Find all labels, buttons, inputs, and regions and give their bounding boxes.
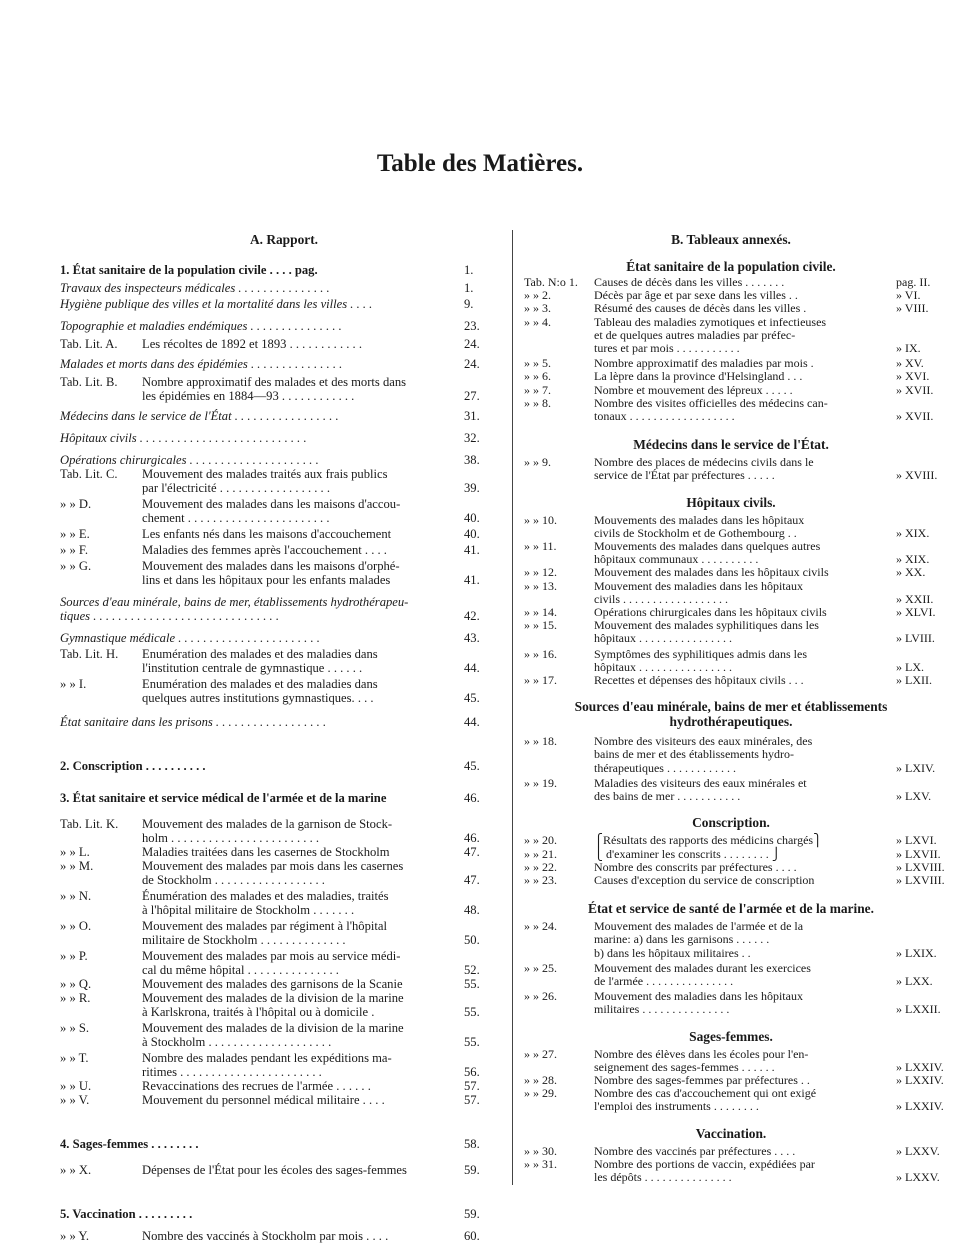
toc-page-number: 45. — [464, 759, 480, 773]
toc-label: » » R. — [60, 991, 91, 1005]
toc-entry — [524, 846, 941, 861]
toc-label: » » 3. — [524, 301, 551, 316]
toc-page-number: » LXIX. — [896, 945, 937, 960]
column-divider — [512, 230, 513, 1185]
toc-text: Nombre des visites officielles des médecins can- tonaux . . . . . . . . . . . . . . . . . . — [594, 395, 828, 424]
toc-text: Nombre des conscrits par préfectures . . . . — [594, 859, 797, 874]
toc-page-number: » LXVIII. — [896, 859, 945, 874]
toc-entry — [524, 397, 938, 423]
toc-label: » » 31. — [524, 1156, 557, 1171]
toc-entry — [524, 540, 938, 566]
toc-text: Mouvements des malades dans les hôpitaux civils de Stockholm et de Gothembourg . . — [594, 512, 805, 540]
toc-text: Mouvement des malades dans les hôpitaux civils — [594, 565, 829, 580]
toc-label: » » 28. — [524, 1072, 557, 1087]
toc-label: Tab. Lit. A. — [60, 337, 118, 351]
toc-text: Topographie et maladies endémiques . . . . . . . . . . . . . . . — [60, 319, 342, 333]
toc-page-number: 44. — [464, 715, 480, 729]
toc-entry — [60, 1079, 508, 1093]
toc-text: Nombre des malades pendant les expéditions ma- ritimes . . . . . . . . . . . . . . . . . . . . . . . — [142, 1051, 392, 1079]
toc-page-number: 57. — [464, 1093, 480, 1107]
toc-page-number: 45. — [464, 691, 480, 705]
toc-label: Tab. Lit. K. — [60, 817, 119, 831]
toc-entry — [60, 889, 508, 917]
toc-entry — [60, 527, 508, 541]
toc-text: Enumération des malades et des maladies dans quelques autres institutions gymnastiques. . . . — [142, 677, 378, 705]
toc-text: Nombre des places de médecins civils dans le service de l'État par préfectures . . . . . — [594, 455, 814, 483]
toc-text: 4. Sages-femmes . . . . . . . . — [60, 1137, 199, 1151]
toc-text: Dépenses de l'État pour les écoles des sages-femmes — [142, 1163, 407, 1177]
toc-text: Hôpitaux civils . . . . . . . . . . . . . . . . . . . . . . . . . . . — [60, 431, 307, 445]
toc-label: Tab. Lit. H. — [60, 647, 119, 661]
toc-entry — [60, 949, 508, 977]
toc-page-number: » XVII. — [896, 382, 934, 397]
toc-page-number: » LXXIV. — [896, 1072, 944, 1087]
toc-text: Opérations chirurgicales . . . . . . . . . . . . . . . . . . . . . — [60, 453, 319, 467]
toc-entry — [524, 456, 938, 482]
toc-label: » » 20. — [524, 833, 557, 848]
toc-entry — [60, 337, 508, 351]
toc-text: Mouvement des malades par mois au service médi- cal du même hôpital . . . . . . . . . . . . . . . — [142, 949, 401, 977]
toc-entry — [524, 316, 938, 356]
toc-text: Les récoltes de 1892 et 1893 . . . . . . . . . . . . — [142, 337, 362, 351]
section-heading: Vaccination. — [695, 1125, 767, 1141]
toc-text: Maladies des visiteurs des eaux minérales et des bains de mer . . . . . . . . . . . — [594, 775, 807, 804]
toc-entry — [60, 281, 508, 295]
section-heading: B. Tableaux annexés. — [671, 232, 791, 247]
section-heading: Sources d'eau minérale, bains de mer et établissements hydrothérapeutiques. — [574, 699, 888, 730]
toc-text: Nombre des cas d'accouchement qui ont exigé l'emploi des instruments . . . . . . . . — [594, 1086, 817, 1114]
toc-label: » » 12. — [524, 565, 557, 580]
toc-entry — [60, 1137, 508, 1151]
toc-text: Mouvement du personnel médical militaire . . . . — [142, 1093, 385, 1107]
toc-right-column — [524, 232, 945, 1184]
toc-label: » » 21. — [524, 846, 557, 861]
toc-text: Symptômes des syphilitiques admis dans les hôpitaux . . . . . . . . . . . . . . . . — [594, 646, 807, 674]
toc-entry — [60, 859, 508, 887]
toc-entry — [60, 631, 508, 645]
toc-entry — [524, 1145, 938, 1158]
toc-label: » » 6. — [524, 369, 551, 384]
toc-entry — [60, 297, 508, 311]
toc-page-number: » VIII. — [896, 301, 929, 316]
toc-entry — [60, 1021, 508, 1049]
toc-text: ⎧Résultats des rapports des médicins chargés⎫ — [594, 833, 823, 848]
toc-page-number: » XVI. — [896, 369, 930, 384]
toc-text: Les enfants nés dans les maisons d'accouchement — [142, 527, 392, 541]
toc-page-number: 40. — [464, 527, 480, 541]
toc-label: » » 8. — [524, 395, 551, 410]
toc-text: Nombre des visiteurs des eaux minérales, des bains de mer et des établissements hydro- thérapeutiques . . . . . . . . . . . . — [594, 734, 813, 775]
toc-page-number: 27. — [464, 389, 480, 403]
toc-page-number: 39. — [464, 481, 480, 495]
toc-page-number: 55. — [464, 977, 480, 991]
toc-page-number: » LXX. — [896, 973, 933, 988]
toc-text: Maladies traitées dans les casernes de Stockholm — [142, 845, 390, 859]
toc-page-number: » XVIII. — [896, 468, 938, 483]
toc-entry — [60, 791, 508, 805]
toc-page-number: » LXV. — [896, 789, 932, 804]
toc-page-number: » XLVI. — [896, 605, 936, 620]
toc-entry — [524, 1046, 944, 1074]
toc-page-number: 1. — [464, 281, 474, 295]
toc-page-number: 60. — [464, 1229, 480, 1243]
toc-text: Énumération des malades et des maladies, traités à l'hôpital militaire de Stockholm . . . . . . . — [142, 889, 389, 917]
toc-label: » » M. — [60, 859, 94, 873]
toc-page-number: » LXVII. — [896, 846, 941, 861]
toc-page-number: 31. — [464, 409, 480, 423]
toc-page-number: » LXXIV. — [896, 1059, 944, 1074]
toc-text: Sources d'eau minérale, bains de mer, établissements hydrothérapeu- tiques . . . . . . . . . . . . . . . . . . . . . . . . . . . . . . — [60, 595, 409, 623]
toc-page-number: 43. — [464, 631, 480, 645]
section-heading: Sages-femmes. — [689, 1028, 773, 1044]
toc-page-number: 42. — [464, 609, 480, 623]
toc-left-column — [60, 232, 508, 1243]
toc-page-number: 47. — [464, 873, 480, 887]
toc-text: Nombre des vaccinés par préfectures . . . . — [594, 1143, 796, 1158]
toc-entry — [60, 1051, 508, 1079]
toc-text: Recettes et dépenses des hôpitaux civils . . . — [594, 673, 804, 688]
toc-text: Enumération des malades et des maladies dans l'institution centrale de gymnastique . . . . . . — [142, 647, 378, 675]
toc-page-number: 46. — [464, 791, 480, 805]
toc-page-number: 52. — [464, 963, 480, 977]
toc-entry — [60, 409, 508, 423]
toc-page-number: 59. — [464, 1163, 480, 1177]
toc-label: » » 2. — [524, 288, 551, 303]
toc-text: Mouvement des malades syphilitiques dans les hôpitaux . . . . . . . . . . . . . . . . — [594, 618, 819, 646]
toc-page-number: » LXIV. — [896, 760, 936, 775]
toc-label: » » 29. — [524, 1086, 557, 1101]
toc-text: 3. État sanitaire et service médical de l'armée et de la marine — [60, 791, 387, 805]
toc-label: » » 18. — [524, 734, 557, 749]
toc-entry — [524, 580, 938, 606]
toc-page-number: » LXVIII. — [896, 872, 945, 887]
toc-entry — [60, 845, 508, 859]
toc-page-number: » XIX. — [896, 525, 930, 540]
toc-page-number: » VI. — [896, 288, 921, 303]
toc-label: Tab. Lit. B. — [60, 375, 118, 389]
toc-label: Tab. Lit. C. — [60, 467, 118, 481]
toc-label: » » E. — [60, 527, 90, 541]
toc-label: » » 30. — [524, 1143, 557, 1158]
toc-label: » » 17. — [524, 673, 557, 688]
toc-page-number: » XV. — [896, 356, 924, 371]
toc-page-number: » LX. — [896, 659, 924, 674]
toc-entry — [524, 514, 938, 540]
toc-entry — [524, 648, 938, 674]
toc-entry — [60, 715, 508, 729]
toc-page-number: 44. — [464, 661, 480, 675]
toc-label: Tab. N:o 1. — [524, 275, 578, 289]
toc-text: Maladies des femmes après l'accouchement . . . . — [142, 543, 387, 557]
toc-label: » » O. — [60, 919, 92, 933]
toc-text: Mouvement des malades de la division de la marine à Karlskrona, traités à l'hôpital ou à domicile . — [142, 991, 404, 1019]
toc-label: » » 5. — [524, 356, 551, 371]
toc-entry — [60, 817, 508, 845]
toc-label: » » N. — [60, 889, 92, 903]
toc-page-number: 57. — [464, 1079, 480, 1093]
toc-entry — [524, 566, 938, 579]
toc-label: » » 9. — [524, 455, 551, 470]
toc-label: » » X. — [60, 1163, 92, 1177]
page-title: Table des Matières. — [376, 150, 584, 177]
toc-text: Opérations chirurgicales dans les hôpitaux civils — [594, 605, 827, 620]
toc-page-number: 41. — [464, 573, 480, 587]
toc-entry — [524, 962, 938, 988]
toc-page-number: 55. — [464, 1035, 480, 1049]
toc-entry — [524, 989, 941, 1017]
toc-label: » » S. — [60, 1021, 90, 1035]
toc-text: 1. État sanitaire de la population civile . . . . pag. — [60, 263, 318, 277]
toc-text: 5. Vaccination . . . . . . . . . — [60, 1207, 193, 1221]
toc-text: Hygiène publique des villes et la mortalité dans les villes . . . . — [60, 297, 373, 311]
toc-label: » » G. — [60, 559, 92, 573]
toc-text: Travaux des inspecteurs médicales . . . . . . . . . . . . . . . — [60, 281, 330, 295]
toc-text: Mouvement des malades de l'armée et de la marine: a) dans les garnisons . . . . . . b) dans les hôpitaux militaires . . — [594, 919, 804, 960]
section-heading: État sanitaire de la population civile. — [626, 259, 836, 274]
toc-entry — [524, 777, 938, 803]
toc-entry — [60, 759, 508, 773]
toc-entry — [60, 595, 508, 623]
toc-entry — [60, 919, 508, 947]
toc-label: » » 25. — [524, 960, 557, 975]
toc-entry — [60, 991, 508, 1019]
toc-page-number: 24. — [464, 357, 480, 371]
toc-page-number: 9. — [464, 297, 474, 311]
toc-label: » » 16. — [524, 646, 557, 661]
toc-page-number: » LXXIV. — [896, 1099, 944, 1114]
toc-page-number: 46. — [464, 831, 480, 845]
toc-label: » » F. — [60, 543, 89, 557]
toc-entry — [524, 384, 938, 397]
toc-label: » » U. — [60, 1079, 92, 1093]
toc-label: » » 14. — [524, 605, 557, 620]
toc-text: Nombre des portions de vaccin, expédiées par les dépôts . . . . . . . . . . . . . . . — [594, 1156, 815, 1184]
toc-text: Mouvement des malades traités aux frais publics par l'électricité . . . . . . . . . . . . . . . . . . — [142, 467, 388, 495]
toc-entry — [60, 1229, 508, 1243]
toc-text: Mouvement des maladies dans les hôpitaux militaires . . . . . . . . . . . . . . . — [594, 989, 803, 1017]
toc-entry — [60, 1207, 508, 1221]
toc-page-number: 50. — [464, 933, 480, 947]
toc-entry — [524, 1086, 944, 1114]
toc-entry — [60, 1093, 508, 1107]
toc-page-number: » LXXII. — [896, 1002, 941, 1017]
toc-label: » » 11. — [524, 539, 557, 554]
toc-text: Nombre des élèves dans les écoles pour l'en- seignement des sages-femmes . . . . . . — [594, 1046, 809, 1074]
toc-text: Revaccinations des recrues de l'armée . . . . . . — [142, 1079, 371, 1093]
toc-label: » » 22. — [524, 859, 557, 874]
toc-entry — [60, 431, 508, 445]
toc-text: Résumé des causes de décès dans les villes . — [594, 301, 807, 316]
toc-entry — [60, 977, 508, 991]
toc-label: » » D. — [60, 497, 92, 511]
toc-entry — [524, 859, 945, 874]
toc-text: Gymnastique médicale . . . . . . . . . . . . . . . . . . . . . . . — [60, 631, 320, 645]
toc-page-number: 59. — [464, 1207, 480, 1221]
toc-text: Causes de décès dans les villes . . . . . . . — [594, 275, 785, 289]
toc-label: » » 23. — [524, 872, 557, 887]
toc-page-number: » XIX. — [896, 552, 930, 567]
toc-page-number: » XVII. — [896, 409, 934, 424]
toc-text: Nombre et mouvement des lépreux . . . . . — [594, 382, 793, 397]
toc-label: » » Y. — [60, 1229, 90, 1243]
section-heading: A. Rapport. — [249, 232, 319, 247]
toc-entry — [60, 559, 508, 587]
section-heading: Conscription. — [692, 815, 770, 831]
toc-label: » » 10. — [524, 512, 557, 527]
toc-entry — [524, 872, 945, 887]
toc-text: Nombre des vaccinés à Stockholm par mois . . . . — [142, 1229, 389, 1243]
toc-entry — [524, 619, 938, 645]
toc-page-number: » LXVI. — [896, 833, 937, 848]
toc-entry — [60, 543, 508, 557]
toc-label: » » 13. — [524, 578, 557, 593]
toc-page-number: » XX. — [896, 565, 926, 580]
toc-text: Décès par âge et par sexe dans les villes . . — [594, 288, 798, 303]
toc-entry — [60, 497, 508, 525]
toc-page-number: 47. — [464, 845, 480, 859]
toc-entry — [60, 467, 508, 495]
toc-entry — [60, 263, 508, 277]
toc-text: Mouvement des malades de la division de la marine à Stockholm . . . . . . . . . . . . . . . . . . . . — [142, 1021, 404, 1049]
toc-entry — [60, 319, 508, 333]
toc-label: » » T. — [60, 1051, 89, 1065]
toc-page-number: 56. — [464, 1065, 480, 1079]
toc-entry — [60, 1163, 508, 1177]
toc-page-number: 23. — [464, 319, 480, 333]
toc-text: Mouvement des malades durant les exercices de l'armée . . . . . . . . . . . . . . . — [594, 960, 811, 988]
toc-label: » » 7. — [524, 382, 551, 397]
toc-text: Nombre approximatif des maladies par mois . — [594, 356, 814, 371]
toc-text: Mouvement des malades dans les maisons d'accou- chement . . . . . . . . . . . . . . . . . . . . . . . — [142, 497, 401, 525]
toc-entry — [524, 370, 938, 383]
toc-label: » » Q. — [60, 977, 92, 991]
toc-page-number: » LXXV. — [896, 1169, 940, 1184]
toc-label: » » 26. — [524, 989, 557, 1004]
toc-entry — [524, 302, 938, 315]
toc-page-number: 1. — [464, 263, 474, 277]
toc-text: Tableau des maladies zymotiques et infectieuses et de quelques autres maladies par préfec- tures et par mois . . . . . . . . . . . — [594, 314, 827, 356]
toc-label: » » V. — [60, 1093, 90, 1107]
toc-label: » » 27. — [524, 1046, 557, 1061]
toc-label: » » 19. — [524, 775, 557, 790]
section-heading: État et service de santé de l'armée et de la marine. — [588, 901, 874, 917]
toc-text: Mouvement des malades par régiment à l'hôpital militaire de Stockholm . . . . . . . . . . . . . . — [142, 919, 387, 947]
toc-text: Mouvement des maladies dans les hôpitaux civils . . . . . . . . . . . . . . . . . . — [594, 578, 803, 606]
toc-page-number: » LVIII. — [896, 631, 935, 646]
toc-page-number: » XXII. — [896, 591, 934, 606]
toc-page-number: 58. — [464, 1137, 480, 1151]
toc-page-number: 38. — [464, 453, 480, 467]
toc-text: Mouvements des malades dans quelques autres hôpitaux communaux . . . . . . . . . . — [594, 539, 821, 567]
toc-page-number: 55. — [464, 1005, 480, 1019]
toc-entry — [524, 1158, 938, 1184]
toc-text: La lèpre dans la province d'Helsingland . . . — [594, 369, 803, 384]
toc-text: Médecins dans le service de l'État . . . . . . . . . . . . . . . . . — [60, 409, 339, 423]
toc-page-number: » LXXV. — [896, 1143, 940, 1158]
toc-entry — [60, 647, 508, 675]
toc-text: Causes d'exception du service de conscription — [594, 872, 815, 887]
toc-label: » » 4. — [524, 314, 551, 329]
toc-entry — [524, 920, 938, 960]
toc-label: » » P. — [60, 949, 88, 963]
section-heading: Médecins dans le service de l'État. — [633, 437, 829, 453]
toc-text: État sanitaire dans les prisons . . . . . . . . . . . . . . . . . . — [60, 715, 327, 729]
toc-text: ⎩ d'examiner les conscrits . . . . . . . . ⎭ — [594, 846, 781, 861]
toc-label: » » 24. — [524, 919, 557, 934]
toc-page-number: 40. — [464, 511, 480, 525]
toc-page-number: 48. — [464, 903, 480, 917]
toc-text: Mouvement des malades de la garnison de Stock- holm . . . . . . . . . . . . . . . . . . . . . . . . — [142, 817, 393, 845]
toc-label: » » I. — [60, 677, 87, 691]
toc-text: 2. Conscription . . . . . . . . . . — [60, 759, 206, 773]
toc-page-number: pag. II. — [896, 275, 931, 289]
toc-text: Nombre approximatif des malades et des morts dans les épidémies en 1884—93 . . . . . . . . . . . . — [142, 375, 407, 403]
toc-page-number: » LXII. — [896, 673, 932, 688]
toc-page-number: 24. — [464, 337, 480, 351]
toc-entry — [524, 834, 938, 847]
toc-text: Mouvement des malades des garnisons de la Scanie — [142, 977, 403, 991]
toc-label: » » L. — [60, 845, 90, 859]
toc-entry — [60, 357, 508, 371]
toc-entry — [524, 735, 938, 775]
toc-entry — [60, 677, 508, 705]
toc-text: Mouvement des malades par mois dans les casernes de Stockholm . . . . . . . . . . . . . . . . . . — [142, 859, 404, 887]
toc-page-number: 41. — [464, 543, 480, 557]
toc-page-number: » IX. — [896, 341, 921, 356]
section-heading: Hôpitaux civils. — [686, 494, 776, 510]
toc-label: » » 15. — [524, 618, 557, 633]
toc-entry — [60, 375, 508, 403]
toc-text: Malades et morts dans des épidémies . . . . . . . . . . . . . . . — [60, 357, 343, 371]
toc-page-number: 32. — [464, 431, 480, 445]
toc-text: Nombre des sages-femmes par préfectures . . — [594, 1072, 810, 1087]
toc-entry — [60, 453, 508, 467]
toc-text: Mouvement des malades dans les maisons d'orphé- lins et dans les hôpitaux pour les enfants malades — [142, 559, 400, 587]
toc-entry — [524, 674, 938, 687]
